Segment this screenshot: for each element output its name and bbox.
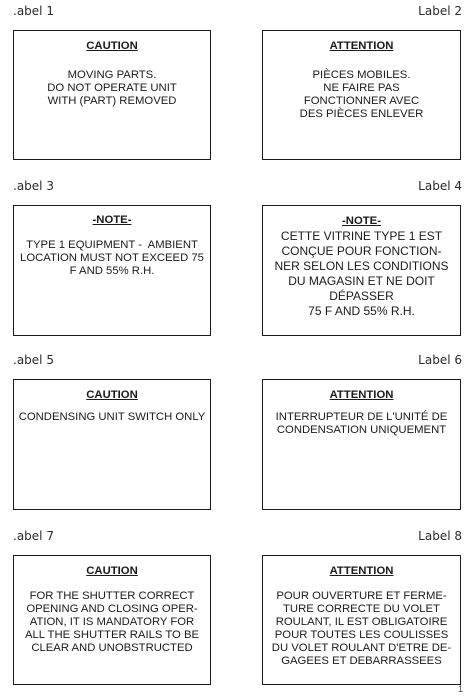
label-1-caption: .abel 1	[13, 4, 54, 18]
label-4-caption: Label 4	[418, 179, 462, 193]
label-3-title: -NOTE-	[92, 214, 132, 226]
label-5-box	[13, 379, 211, 510]
label-3-body: TYPE 1 EQUIPMENT - AMBIENT LOCATION MUST NOT EXCEED 75 F AND 55% R.H.	[20, 239, 204, 277]
label-4-title: -NOTE-	[342, 215, 381, 227]
label-6-title: ATTENTION	[329, 389, 394, 401]
label-1-box	[13, 30, 211, 160]
label-5-caption: .abel 5	[13, 353, 54, 367]
label-4-body: CETTE VITRINE TYPE 1 EST CONÇUE POUR FONCTION- NER SELON LES CONDITIONS DU MAGASIN ET NE DOIT DÉPASSER 75 F AND 55% R.H.	[274, 229, 449, 318]
label-2-body: PIÈCES MOBILES. NE FAIRE PAS FONCTIONNER AVEC DES PIÈCES ENLEVER	[299, 69, 424, 120]
label-4-box	[262, 205, 461, 336]
label-6-box	[262, 379, 461, 510]
page-number: 1	[457, 684, 463, 694]
label-3-caption: .abel 3	[13, 179, 54, 193]
label-7-title: CAUTION	[86, 565, 138, 577]
label-8-body: POUR OUVERTURE ET FERME- TURE CORRECTE DU VOLET ROULANT, IL EST OBLIGATOIRE POUR TOUTES LES COULISSES DU VOLET ROULANT D'ETRE DE- GAGEES ET DEBARRASSEES	[271, 590, 452, 667]
label-8-title: ATTENTION	[329, 565, 394, 577]
label-2-title: ATTENTION	[329, 40, 394, 52]
label-1-title: CAUTION	[86, 40, 138, 52]
label-5-title: CAUTION	[86, 389, 138, 401]
label-2-box	[262, 30, 461, 160]
label-7-box	[13, 555, 211, 685]
label-7-caption: .abel 7	[13, 529, 54, 543]
label-7-body: FOR THE SHUTTER CORRECT OPENING AND CLOSING OPER- ATION, IT IS MANDATORY FOR ALL THE SHUTTER RAILS TO BE CLEAR AND UNOBSTRUCTED	[24, 590, 200, 654]
label-8-box	[262, 555, 461, 685]
label-2-caption: Label 2	[418, 4, 462, 18]
label-6-body: INTERRUPTEUR DE L'UNITÉ DE CONDENSATION UNIQUEMENT	[275, 411, 448, 436]
label-5-body: CONDENSING UNIT SWITCH ONLY	[18, 411, 206, 423]
label-3-box	[13, 205, 211, 336]
label-1-body: MOVING PARTS. DO NOT OPERATE UNIT WITH (PART) REMOVED	[47, 69, 177, 107]
label-8-caption: Label 8	[418, 529, 462, 543]
label-6-caption: Label 6	[418, 353, 462, 367]
